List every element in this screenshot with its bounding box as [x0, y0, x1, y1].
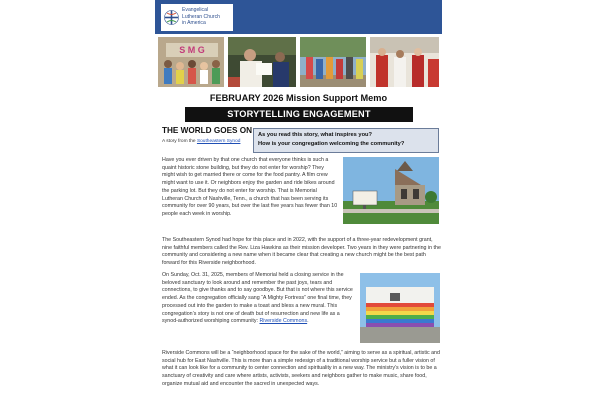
question-2: How is your congregation welcoming the community?: [258, 141, 405, 147]
header-banner: [155, 0, 442, 34]
photo-children-group: [157, 36, 225, 88]
elca-logo: [161, 4, 233, 31]
photo-outdoor-gathering: [299, 36, 367, 88]
story-heading: THE WORLD GOES ON: [162, 126, 253, 135]
photo-sign-text: S M G: [179, 45, 205, 55]
story-paragraph-1: Have you ever driven by that one church that everyone thinks is such a quaint historic stone building, but they do not enter for worship? They might wish to get married there or come for the food pantry. A film crew might want to use it. Or neighbors enjoy the garden and ride bikes around the parking lot. But they do not enter for worship. That is Memorial Lutheran Church of Nashville, Tenn., a church that has been serving its community for over 90 years, but over the last five years has fewer than 10 people each week in worship.: [162, 157, 338, 217]
memo-title: FEBRUARY 2026 Mission Support Memo: [209, 93, 388, 103]
story-paragraph-3-end: .: [307, 318, 309, 325]
memo-page: [155, 0, 442, 400]
elca-cross-icon: [164, 9, 179, 26]
photo-strip: [155, 36, 442, 88]
logo-text: [182, 7, 234, 27]
story-source: [162, 139, 240, 144]
story-paragraph-4: Riverside Commons will be a “neighborhood space for the sake of the world,” aiming to serve as a spiritual, artistic and social hub for East Nashville. This is more than a simple redesign of a traditional worship service but a fuller vision of what it can look like for a community to center connection and spirituality in a new way. The ministry’s vision is to be a sanctuary of creativity and care where artists, activists, seekers and neighbors gather to make music, share food, organize mutual aid and encounter the sacred in unexpected ways.: [162, 350, 440, 387]
photo-memorial-church: [343, 157, 439, 224]
riverside-commons-link[interactable]: Riverside Commons: [259, 318, 308, 325]
logo-line-1: Evangelical: [182, 7, 209, 13]
logo-line-3: in America: [182, 20, 206, 27]
logo-line-2: Lutheran Church: [182, 13, 220, 20]
southeastern-synod-link[interactable]: Southeastern Synod: [196, 139, 241, 144]
story-source-prefix: A story from the: [162, 139, 197, 144]
reflection-questions: [253, 128, 439, 153]
photo-clergy-procession: [369, 36, 440, 88]
photo-new-mural: [360, 273, 440, 343]
story-paragraph-3-text: On Sunday, Oct. 31, 2025, members of Memorial held a closing service in the beloved sanctuary to look around and remember the past joys, tears and connections, to give thanks and to say goodbye. But that is not where this service ended. As the congregation officially sang “A Mighty Fortress” one final time, they processed out into the garden to make a toast and bless a new mural. This congregation’s story is not one of death but of resurrection and new life as a synod-authorized worshiping community:: [162, 272, 353, 325]
photo-reading-scripture: [227, 36, 297, 88]
question-1: As you read this story, what inspires you?: [258, 132, 372, 138]
story-paragraph-3: [162, 272, 355, 326]
storytelling-banner: STORYTELLING ENGAGEMENT: [185, 107, 413, 122]
story-paragraph-2: The Southeastern Synod had hope for this place and in 2022, with the support of a three-year redevelopment grant, nine faithful members called the Rev. Liza Hawkins as their mission developer. Two years in they were partnering in the community and considering a new name when it became clear that creating a new church might be the best path forward for this Riverside neighborhood.: [162, 237, 441, 267]
